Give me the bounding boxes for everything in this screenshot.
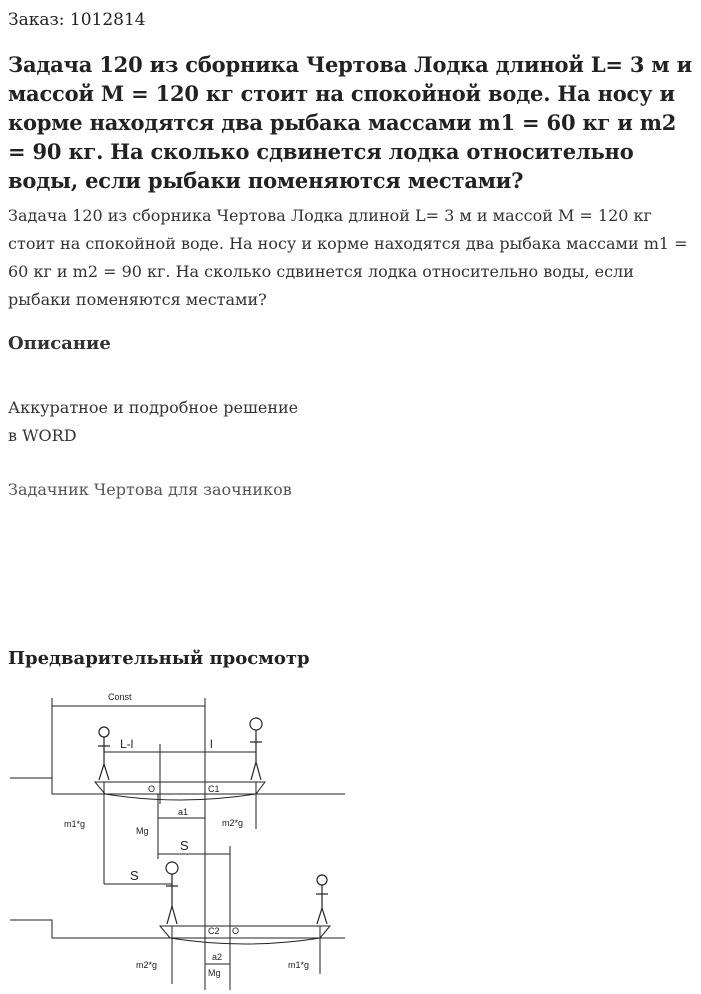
page-title: Задача 120 из сборника Чертова Лодка длиной L= 3 м и массой M = 120 кг стоит на спокойной воде. На носу и корме находятся два рыбака массами m1 = 60 кг и m2 = 90 кг. На сколько сдвинется лодка относительно воды, если рыбаки поменяются местами?	[8, 52, 692, 193]
order-number: Заказ: 1012814	[8, 10, 146, 30]
label-m1g-bottom: m1*g	[288, 960, 310, 970]
label-m2g-top: m2*g	[222, 818, 244, 828]
description-line: Аккуратное и подробное решение	[8, 398, 299, 417]
label-c2: C2	[208, 926, 220, 936]
label-l: l	[210, 737, 213, 751]
label-o-bottom: O	[232, 926, 240, 936]
label-const: Const	[108, 692, 132, 702]
label-mg-top: Mg	[136, 826, 149, 836]
preview-heading: Предварительный просмотр	[8, 648, 310, 669]
label-o-top: O	[148, 784, 156, 794]
problem-text: Задача 120 из сборника Чертова Лодка длиной L= 3 м и массой M = 120 кг стоит на спокойной воде. На носу и корме находятся два рыбака массами m1 = 60 кг и m2 = 90 кг. На сколько сдвинется лодка относительно воды, если рыбаки поменяются местами?	[8, 206, 688, 309]
label-s-top: S	[180, 838, 189, 853]
label-a1: a1	[178, 807, 189, 817]
label-l-minus-l: L-l	[120, 737, 134, 751]
description-body	[8, 394, 298, 450]
preview-diagram	[0, 684, 360, 990]
description-heading: Описание	[8, 333, 111, 354]
label-mg-bottom: Mg	[208, 968, 221, 978]
label-a2: a2	[212, 952, 223, 962]
label-c1: C1	[208, 784, 220, 794]
description-line: в WORD	[8, 426, 77, 445]
label-s-left: S	[130, 868, 139, 883]
label-m1g-top: m1*g	[64, 819, 86, 829]
category-link[interactable]: Задачник Чертова для заочников	[8, 480, 292, 499]
label-m2g-bottom: m2*g	[136, 960, 158, 970]
